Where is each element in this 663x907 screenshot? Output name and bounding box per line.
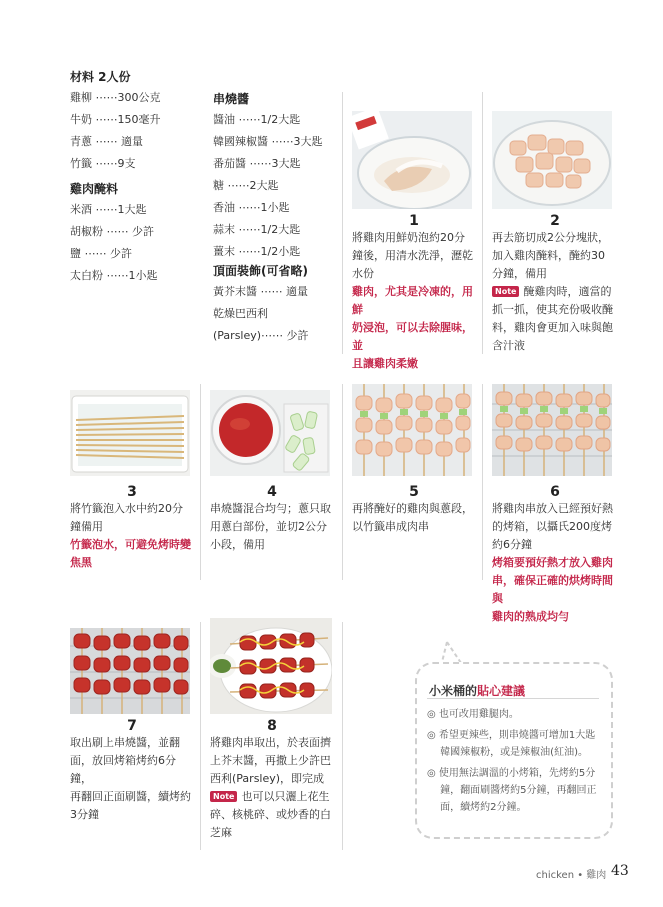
sauce-item: 香油 ⋯⋯1小匙	[213, 201, 290, 214]
step-text: 上芥末醬，再撒上少許巴	[210, 754, 331, 767]
topping-item: 黃芥末醬 ⋯⋯ 適量	[213, 285, 308, 298]
step-4-photo	[210, 390, 330, 476]
step-number: 1	[409, 213, 419, 229]
step-text: 再去筋切成2公分塊狀，	[492, 231, 609, 244]
ingredients-item: 雞柳 ⋯⋯300公克	[70, 91, 161, 104]
step-text: 將雞肉用鮮奶泡約20分	[352, 231, 465, 244]
step-number: 5	[409, 484, 419, 500]
divider	[342, 384, 343, 580]
divider	[200, 622, 201, 850]
step-text: 再翻回正面刷醬，續烤約	[70, 790, 191, 803]
step-8-photo	[210, 618, 332, 714]
tip-line: ◎ 使用無法調溫的小烤箱，先烤約5分	[427, 768, 596, 779]
step-1-photo	[352, 111, 472, 209]
divider	[482, 92, 483, 354]
step-note-line	[492, 301, 618, 319]
step-text: 分鐘，備用	[492, 267, 547, 280]
step-7-photo	[70, 628, 190, 714]
step-text: 約6分鐘	[492, 538, 532, 551]
step-number: 7	[127, 718, 137, 734]
marinade-item: 胡椒粉 ⋯⋯ 少許	[70, 225, 154, 238]
tip-line: ◎ 也可改用雞腿肉。	[427, 709, 519, 720]
step-8	[210, 718, 334, 842]
step-5	[352, 484, 476, 536]
tip-line: 鐘，翻面刷醬烤約5分鐘，再翻回正	[427, 785, 597, 796]
ingredients-item: 竹籤 ⋯⋯9支	[70, 157, 136, 170]
step-number: 2	[550, 213, 560, 229]
step-text: 鐘後，用清水洗淨，瀝乾	[352, 249, 473, 262]
topping-item: 乾燥巴西利	[213, 307, 268, 320]
tip-line: 韓國辣椒粉，或是辣椒油(紅油)。	[427, 747, 588, 758]
marinade-title: 雞肉醃料	[70, 182, 119, 196]
divider	[342, 92, 343, 354]
step-note-line	[492, 319, 618, 337]
step-note-text: 料，雞肉會更加入味與飽	[492, 321, 613, 334]
step-7	[70, 718, 194, 824]
step-text: 再將醃好的雞肉與蔥段，	[352, 502, 473, 515]
step-note-line	[492, 283, 618, 301]
step-tip: 雞肉的熟成均勻	[492, 610, 569, 623]
step-text: 將雞肉串取出，於表面擠	[210, 736, 331, 749]
step-text: 將雞肉串放入已經預好熱	[492, 502, 613, 515]
divider	[342, 622, 343, 850]
step-note-text: 含汁液	[492, 339, 525, 352]
step-1	[352, 213, 476, 373]
step-2-photo	[492, 111, 612, 209]
marinade-item: 鹽 ⋯⋯ 少許	[70, 247, 132, 260]
step-text: 西利(Parsley)，即完成	[210, 772, 325, 785]
topping-section	[213, 262, 309, 347]
step-number: 6	[550, 484, 560, 500]
step-text: 將竹籤泡入水中約20分	[70, 502, 183, 515]
step-5-photo	[352, 384, 472, 476]
sauce-item: 醬油 ⋯⋯1/2大匙	[213, 113, 301, 126]
footer-label: chicken • 雞肉	[536, 870, 607, 881]
tip-line: ◎ 希望更辣些，則串燒醬可增加1大匙	[427, 730, 596, 741]
step-text: 串燒醬混合均勻；蔥只取	[210, 502, 331, 515]
sauce-item: 韓國辣椒醬 ⋯⋯3大匙	[213, 135, 323, 148]
tips-title	[429, 682, 525, 699]
tip-line: 面，續烤約2分鐘。	[427, 802, 527, 813]
step-text: 以竹籤串成肉串	[352, 520, 429, 533]
step-text: 的烤箱，以攝氏200度烤	[492, 520, 612, 533]
ingredients-section	[70, 68, 161, 175]
step-text: 鐘備用	[70, 520, 103, 533]
step-number: 3	[127, 484, 137, 500]
marinade-item: 太白粉 ⋯⋯1小匙	[70, 269, 158, 282]
page-number: 43	[611, 863, 629, 879]
step-text: 面，放回烤箱烤約6分鐘，	[70, 754, 176, 785]
sauce-item: 薑末 ⋯⋯1/2小匙	[213, 245, 301, 258]
step-number: 8	[267, 718, 277, 734]
topping-title: 頂面裝飾(可省略)	[213, 264, 308, 278]
note-badge: Note	[492, 286, 519, 297]
sauce-title: 串燒醬	[213, 92, 250, 106]
step-note-text: 醃雞肉時，適當的	[523, 285, 612, 298]
sauce-section	[213, 90, 323, 263]
step-6-photo	[492, 384, 612, 476]
step-note-line	[210, 824, 334, 842]
step-note-text: 碎、核桃碎、或炒香的白	[210, 808, 331, 821]
step-2	[492, 213, 618, 355]
step-text: 水份	[352, 267, 374, 280]
sauce-item: 蒜末 ⋯⋯1/2大匙	[213, 223, 301, 236]
tips-title-main: 貼心建議	[477, 684, 526, 698]
step-tip: 烤箱要預好熱才放入雞肉	[492, 556, 613, 569]
step-tip: 竹籤泡水，可避免烤時變	[70, 538, 191, 551]
tip-item	[427, 765, 607, 816]
marinade-item: 米酒 ⋯⋯1大匙	[70, 203, 147, 216]
divider	[482, 384, 483, 580]
step-tip: 奶浸泡，可以去除腥味，並	[352, 321, 473, 352]
step-tip: 雞肉，尤其是冷凍的，用鮮	[352, 285, 473, 316]
step-3	[70, 484, 194, 572]
step-text: 小段，備用	[210, 538, 265, 551]
tips-box	[415, 662, 613, 839]
step-note-text: 芝麻	[210, 826, 232, 839]
step-note-line	[210, 788, 334, 806]
topping-item: (Parsley)⋯⋯ 少許	[213, 329, 309, 342]
step-4	[210, 484, 334, 554]
step-note-line	[492, 337, 618, 355]
step-text: 用蔥白部份，並切2公分	[210, 520, 327, 533]
tips-title-author: 小米桶的	[429, 684, 478, 698]
tip-item	[427, 706, 607, 723]
ingredients-title: 材料 2人份	[70, 70, 131, 84]
step-note-text: 抓一抓，使其充份吸收醃	[492, 303, 613, 316]
sauce-item: 番茄醬 ⋯⋯3大匙	[213, 157, 301, 170]
note-badge: Note	[210, 791, 237, 802]
step-tip: 串，確保正確的烘烤時間與	[492, 574, 613, 605]
ingredients-item: 青蔥 ⋯⋯ 適量	[70, 135, 143, 148]
divider	[200, 384, 201, 580]
step-text: 加入雞肉醃料，醃約30	[492, 249, 605, 262]
marinade-section	[70, 180, 158, 287]
step-text: 取出刷上串燒醬，並翻	[70, 736, 180, 749]
step-number: 4	[267, 484, 277, 500]
ingredients-item: 牛奶 ⋯⋯150毫升	[70, 113, 161, 126]
sauce-item: 糖 ⋯⋯2大匙	[213, 179, 279, 192]
step-tip: 且讓雞肉柔嫩	[352, 357, 418, 370]
step-tip: 焦黑	[70, 556, 92, 569]
step-3-photo	[70, 390, 190, 476]
step-6	[492, 484, 618, 626]
step-text: 3分鐘	[70, 808, 99, 821]
tip-item	[427, 727, 607, 761]
step-note-text: 也可以只灑上花生	[241, 790, 330, 803]
tips-divider	[427, 698, 599, 699]
step-note-line	[210, 806, 334, 824]
